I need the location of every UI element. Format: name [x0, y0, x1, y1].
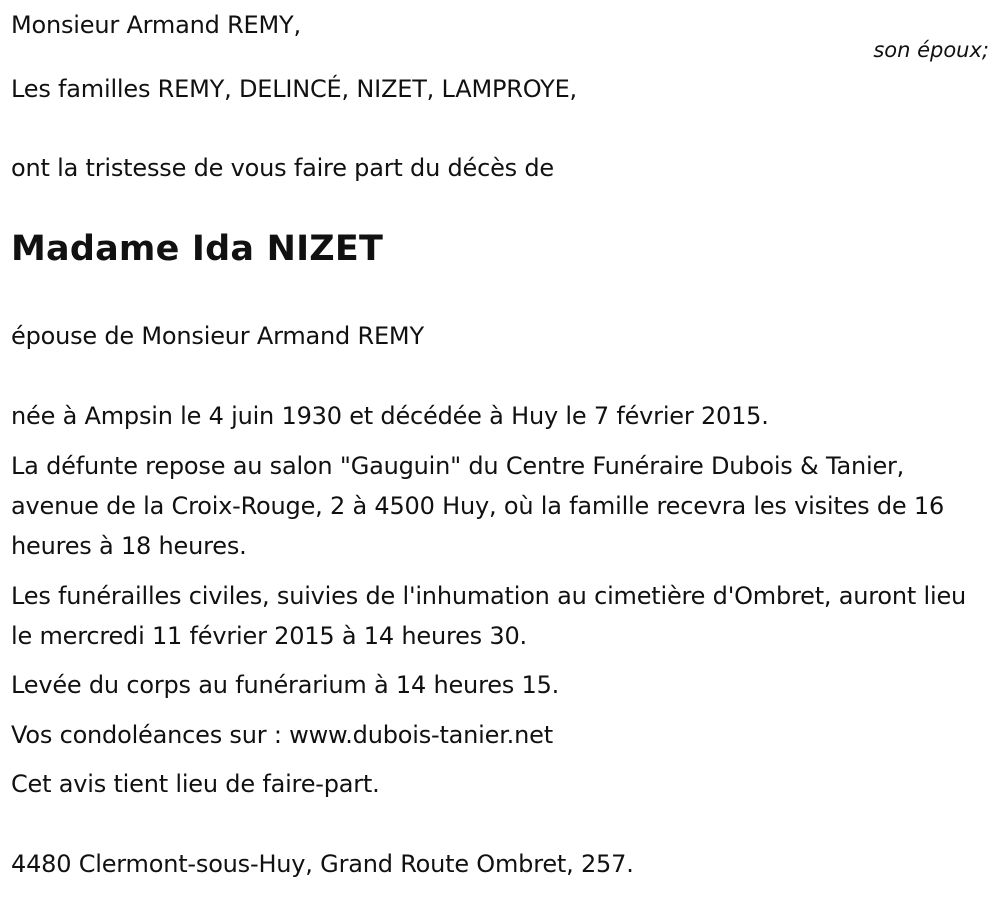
- spouse-role: son époux;: [873, 38, 989, 62]
- condolences-line: Vos condoléances sur : www.dubois-tanier.net: [11, 721, 553, 749]
- viewing-paragraph: La défunte repose au salon "Gauguin" du Centre Funéraire Dubois & Tanier, avenue de la Croix-Rouge, 2 à 4500 Huy, où la famille recevra les visites de 16 heures à 18 heures.: [11, 452, 945, 560]
- funeral-paragraph: Les funérailles civiles, suivies de l'inhumation au cimetière d'Ombret, auront lieu le mercredi 11 février 2015 à 14 heures 30.: [11, 582, 967, 650]
- procession-line: Levée du corps au funérarium à 14 heures 15.: [11, 671, 560, 699]
- spouse-of-line: épouse de Monsieur Armand REMY: [11, 322, 424, 350]
- birth-death-line: née à Ampsin le 4 juin 1930 et décédée à Huy le 7 février 2015.: [11, 402, 769, 430]
- address-line: 4480 Clermont-sous-Huy, Grand Route Ombret, 257.: [11, 850, 634, 878]
- families-line: Les familles REMY, DELINCÉ, NIZET, LAMPROYE,: [11, 75, 577, 103]
- notice-note-line: Cet avis tient lieu de faire-part.: [11, 770, 380, 798]
- deceased-name: Madame Ida NIZET: [11, 229, 384, 269]
- spouse-line: Monsieur Armand REMY,: [11, 11, 301, 39]
- announcement-line: ont la tristesse de vous faire part du décès de: [11, 154, 554, 182]
